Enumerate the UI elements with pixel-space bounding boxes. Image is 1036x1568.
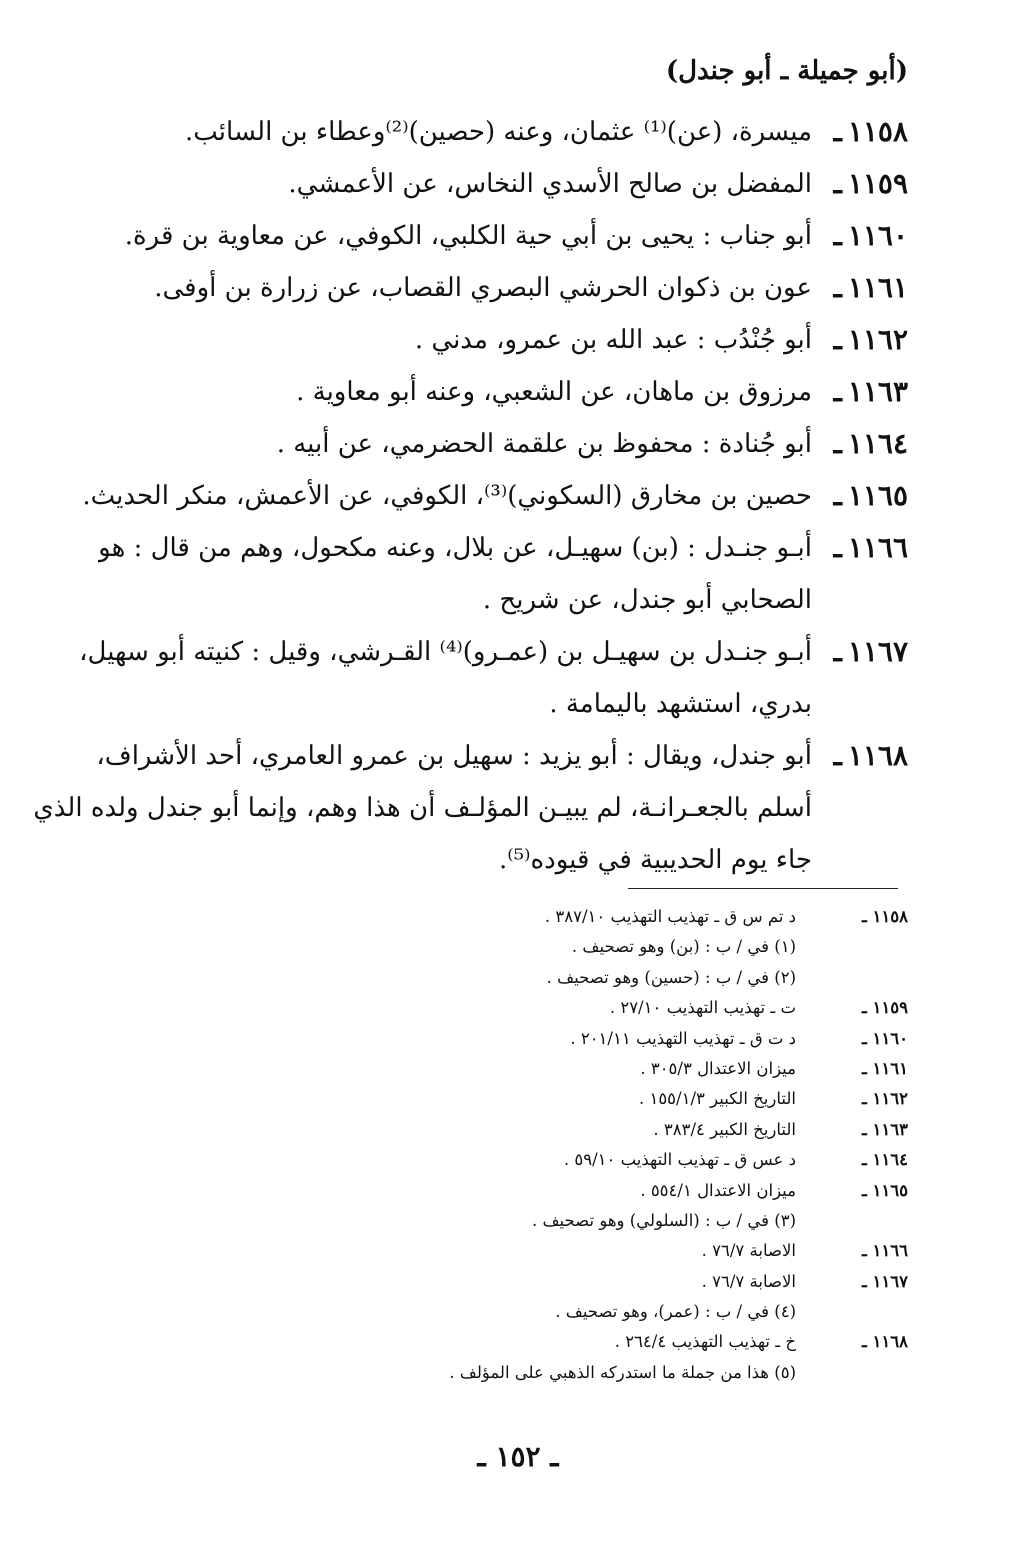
entry-number-text: ١١٦٤ [847, 427, 908, 460]
entry-number [812, 470, 908, 522]
entry-line: أبو جُنْدُب : عبد الله بن عمرو، مدني . [414, 325, 812, 355]
footnote-number: ١١٦٦ ـ [861, 1241, 908, 1261]
entry-dash: ـ [833, 531, 842, 564]
entry-text [98, 522, 812, 626]
footnote-number: ١١٦٢ ـ [861, 1089, 908, 1109]
entry-line: جاء يوم الحديبية في قيوده⁽⁵⁾. [499, 845, 812, 875]
entry [100, 210, 908, 262]
entry [100, 158, 908, 210]
entry-line: أبـو جنـدل : (بن) سهيـل، عن بلال، وعنه مكحول، وهم من قال : هو [98, 533, 812, 563]
footnote [380, 1358, 908, 1388]
footnote-text: (٣) في / ب : (السلولي) وهو تصحيف . [531, 1210, 796, 1230]
footnote [380, 932, 908, 962]
footnote-number [796, 1206, 908, 1236]
entry-dash: ـ [833, 739, 842, 772]
entry-text [100, 314, 812, 366]
footnote-text: (٢) في / ب : (حسين) وهو تصحيف . [546, 967, 796, 987]
footnote [380, 1206, 908, 1236]
entry-text [100, 106, 812, 158]
entry-line: المفضل بن صالح الأسدي النخاس، عن الأعمشي. [288, 169, 812, 199]
footnote-number: ١١٦٥ ـ [861, 1180, 908, 1200]
footnote [380, 1054, 908, 1084]
footnote-number [796, 1358, 908, 1388]
footnote [380, 1176, 908, 1206]
footnote [380, 1297, 908, 1327]
entry-dash: ـ [833, 427, 842, 460]
footnote [380, 1115, 908, 1145]
entry-line: بدري، استشهد باليمامة . [549, 689, 812, 719]
entry-number-text: ١١٦٣ [847, 375, 908, 408]
footnote [380, 1024, 908, 1054]
entry-number [812, 106, 908, 158]
entry-dash: ـ [833, 219, 842, 252]
footnote-text: ميزان الاعتدال ٥٥٤/١ . [640, 1180, 796, 1200]
entry-text [79, 626, 812, 730]
footnote [380, 1267, 908, 1297]
footnote-text: الاصابة ٧٦/٧ . [701, 1241, 796, 1261]
entry-number-text: ١١٦٨ [847, 739, 908, 772]
footnote-number: ١١٥٨ ـ [861, 907, 908, 926]
footnote-number: ١١٥٩ ـ [861, 998, 908, 1018]
entry-number-text: ١١٦٠ [847, 219, 908, 252]
entry [100, 262, 908, 314]
footnotes-list [380, 902, 908, 1388]
footnote-number [796, 932, 908, 962]
footnote-text: د تم س ق ـ تهذيب التهذيب ٣٨٧/١٠ . [544, 907, 796, 926]
footnote [380, 902, 908, 932]
entry-text [82, 470, 812, 522]
entry-text [100, 210, 812, 262]
entry-text [33, 730, 812, 886]
footnote-text: التاريخ الكبير ١٥٥/١/٣ . [638, 1089, 796, 1109]
entry-dash: ـ [833, 271, 842, 304]
footnote [380, 963, 908, 993]
entry-line: عون بن ذكوان الحرشي البصري القصاب، عن زرارة بن أوفى. [154, 273, 812, 303]
footnote-text: (٤) في / ب : (عمر)، وهو تصحيف . [555, 1302, 796, 1322]
entry-dash: ـ [833, 323, 842, 356]
footnote-number: ١١٦٧ ـ [861, 1271, 908, 1291]
entry-text [100, 158, 812, 210]
footnote-number: ١١٦١ ـ [861, 1058, 908, 1078]
footnote-number: ١١٦٨ ـ [861, 1332, 908, 1352]
footnote-number: ١١٦٤ ـ [861, 1150, 908, 1170]
footnote-separator [628, 888, 898, 889]
footnote-text: خ ـ تهذيب التهذيب ٢٦٤/٤ . [614, 1332, 796, 1352]
entry-text [100, 366, 812, 418]
entry-number [812, 210, 908, 262]
entry-number-text: ١١٦٧ [847, 635, 908, 668]
entry-dash: ـ [833, 167, 842, 200]
entry-line: الصحابي أبو جندل، عن شريح . [482, 585, 812, 615]
footnote-text: الاصابة ٧٦/٧ . [701, 1271, 796, 1291]
footnote [380, 1084, 908, 1114]
footnote-number [796, 963, 908, 993]
footnote-text: (١) في / ب : (بن) وهو تصحيف . [571, 937, 796, 957]
entry-dash: ـ [833, 115, 842, 148]
entry-line: مرزوق بن ماهان، عن الشعبي، وعنه أبو معاوية . [296, 377, 812, 407]
entry-line: أسلم بالجعـرانـة، لم يبيـن المؤلـف أن هذا وهم، وإنما أبو جندل ولده الذي [33, 793, 812, 823]
footnote-text: د عس ق ـ تهذيب التهذيب ٥٩/١٠ . [563, 1150, 796, 1170]
footnote-number [796, 1297, 908, 1327]
entry-dash: ـ [833, 375, 842, 408]
footnote [380, 1236, 908, 1266]
entry-number [812, 314, 908, 366]
entry-number-text: ١١٦٢ [847, 323, 908, 356]
footnote-text: ميزان الاعتدال ٣٠٥/٣ . [640, 1058, 796, 1078]
entry-number [812, 262, 908, 314]
entry-number [812, 522, 908, 574]
entry [33, 730, 908, 886]
entry-number [812, 418, 908, 470]
footnote-number: ١١٦٣ ـ [861, 1119, 908, 1139]
footnote-text: د ت ق ـ تهذيب التهذيب ٢٠١/١١ . [570, 1028, 796, 1048]
entry-number-text: ١١٦٥ [847, 479, 908, 512]
footnote-text: ت ـ تهذيب التهذيب ٢٧/١٠ . [609, 998, 796, 1018]
entry-number [812, 730, 908, 782]
entry-number-text: ١١٦٦ [847, 531, 908, 564]
entry-number [812, 158, 908, 210]
entry-line: أبو جناب : يحيى بن أبي حية الكلبي، الكوفي، عن معاوية بن قرة. [124, 221, 812, 251]
entry-number [812, 626, 908, 678]
footnote [380, 993, 908, 1023]
entry-line: أبـو جنـدل بن سهيـل بن (عمـرو)⁽⁴⁾ القـرشي، وقيل : كنيته أبو سهيل، [79, 637, 812, 667]
entry [100, 522, 908, 626]
footnote-number: ١١٦٠ ـ [861, 1028, 908, 1048]
entry-line: ميسرة، (عن)⁽¹⁾ عثمان، وعنه (حصين)⁽²⁾وعطاء بن السائب. [185, 117, 812, 147]
entry-dash: ـ [833, 479, 842, 512]
entry [82, 470, 908, 522]
entry-dash: ـ [833, 635, 842, 668]
entry [100, 314, 908, 366]
entry-line: أبو جُنادة : محفوظ بن علقمة الحضرمي، عن أبيه . [276, 429, 812, 459]
entry-line: حصين بن مخارق (السكوني)⁽³⁾، الكوفي، عن الأعمش، منكر الحديث. [82, 481, 812, 511]
page-number: ـ ١٥٢ ـ [477, 1440, 559, 1473]
running-header: (أبو جميلة ـ أبو جندل) [665, 56, 908, 86]
entry [100, 366, 908, 418]
footnote [380, 1327, 908, 1357]
footnote-text: التاريخ الكبير ٣٨٣/٤ . [653, 1119, 796, 1139]
entry-line: أبو جندل، ويقال : أبو يزيد : سهيل بن عمرو العامري، أحد الأشراف، [96, 741, 812, 771]
entry [100, 106, 908, 158]
entry-number-text: ١١٥٩ [847, 167, 908, 200]
entry [100, 418, 908, 470]
entry-number [812, 366, 908, 418]
entry [79, 626, 908, 730]
entry-text [100, 418, 812, 470]
footnote [380, 1145, 908, 1175]
entry-number-text: ١١٥٨ [847, 115, 908, 148]
entry-text [100, 262, 812, 314]
entry-number-text: ١١٦١ [847, 271, 908, 304]
footnote-text: (٥) هذا من جملة ما استدركه الذهبي على المؤلف . [449, 1362, 796, 1382]
entries-list [33, 106, 908, 886]
